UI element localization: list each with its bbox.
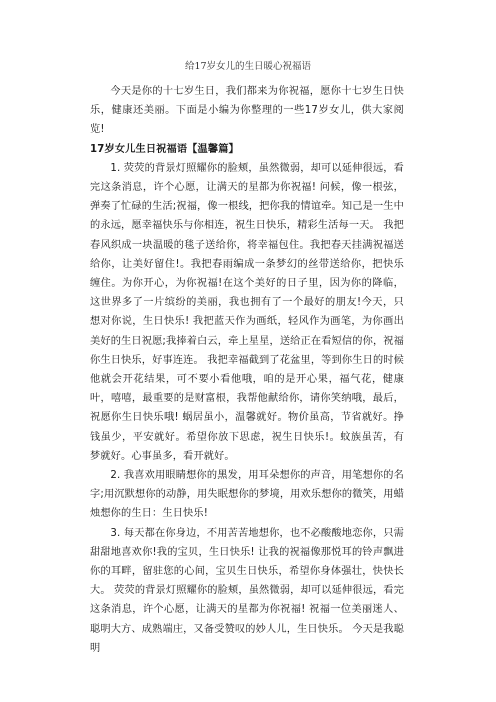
intro-paragraph: 今天是你的十七岁生日，我们都来为你祝福，愿你十七岁生日快乐，健康还美丽。下面是小编为你整理的一些17岁女儿，供大家阅览! xyxy=(90,86,404,136)
document-body xyxy=(90,82,404,658)
body-paragraph-1: 1. 荧荧的背景灯照耀你的脸颊，虽然微弱，却可以延伸很远，看完这条消息，许个心愿，让满天的星都为你祝福! 问候，像一根弦，弹奏了忙碌的生活;祝福，像一根线，把你我的情谊牵。知己是一生中的永远，愿幸福快乐与你相连，祝生日快乐，精彩生活每一天。 我把春风织成一块温暖的毯子送给你，将幸福包住。我把春天挂满祝福送给你，让美好留住!。我把春雨编成一条梦幻的丝带送给你，把快乐缠住。为你开心，为你祝福!在这个美好的日子里，因为你的降临，这世界多了一片缤纷的美丽，我也拥有了一个最好的朋友!今天，只想对你说，生日快乐! 我把蓝天作为画纸，轻风作为画笔，为你画出美好的生日祝愿;我捧着白云，牵上星星，送给正在看短信的你，祝福你生日快乐，好事连连。 我把幸福截到了花盆里，等到你生日的时候他就会开花结果，可不要小看他哦，咱的是开心果，福气花，健康叶，嘻嘻，最重要的是财富根，我帮他献给你，请你笑纳哦，最后，祝愿你生日快乐哦! 蜗居虽小，温馨就好。物价虽高，节省就好。挣钱虽少，平安就好。希望你放下思虑，祝生日快乐!。蚊族虽苦，有梦就好。心事虽多，看开就好。 xyxy=(90,162,404,462)
body-paragraph-2: 2. 我喜欢用眼睛想你的黑发，用耳朵想你的声音，用笔想你的名字;用沉默想你的动静，用失眠想你的梦境，用欢乐想你的微笑，用蜡烛想你的生日：生日快乐! xyxy=(90,470,404,520)
section-heading: 17岁女儿生日祝福语【温馨篇】 xyxy=(90,143,239,155)
body-paragraph-3: 3. 每天都在你身边，不用苦苦地想你，也不必酸酸地恋你，只需甜甜地喜欢你!我的宝贝，生日快乐! 让我的祝福像那悦耳的铃声飘进你的耳畔，留驻您的心间，宝贝生日快乐，希望你身体强壮，快快长大。 荧荧的背景灯照耀你的脸颊，虽然微弱，却可以延伸很远，看完这条消息，许个心愿，让满天的星都为你祝福! 祝福一位美丽迷人、聪明大方、成熟端庄，又备受赞叹的妙人儿，生日快乐。 今天是我聪明 xyxy=(90,527,404,654)
document-title: 给17岁女儿的生日暖心祝福语 xyxy=(184,61,312,72)
